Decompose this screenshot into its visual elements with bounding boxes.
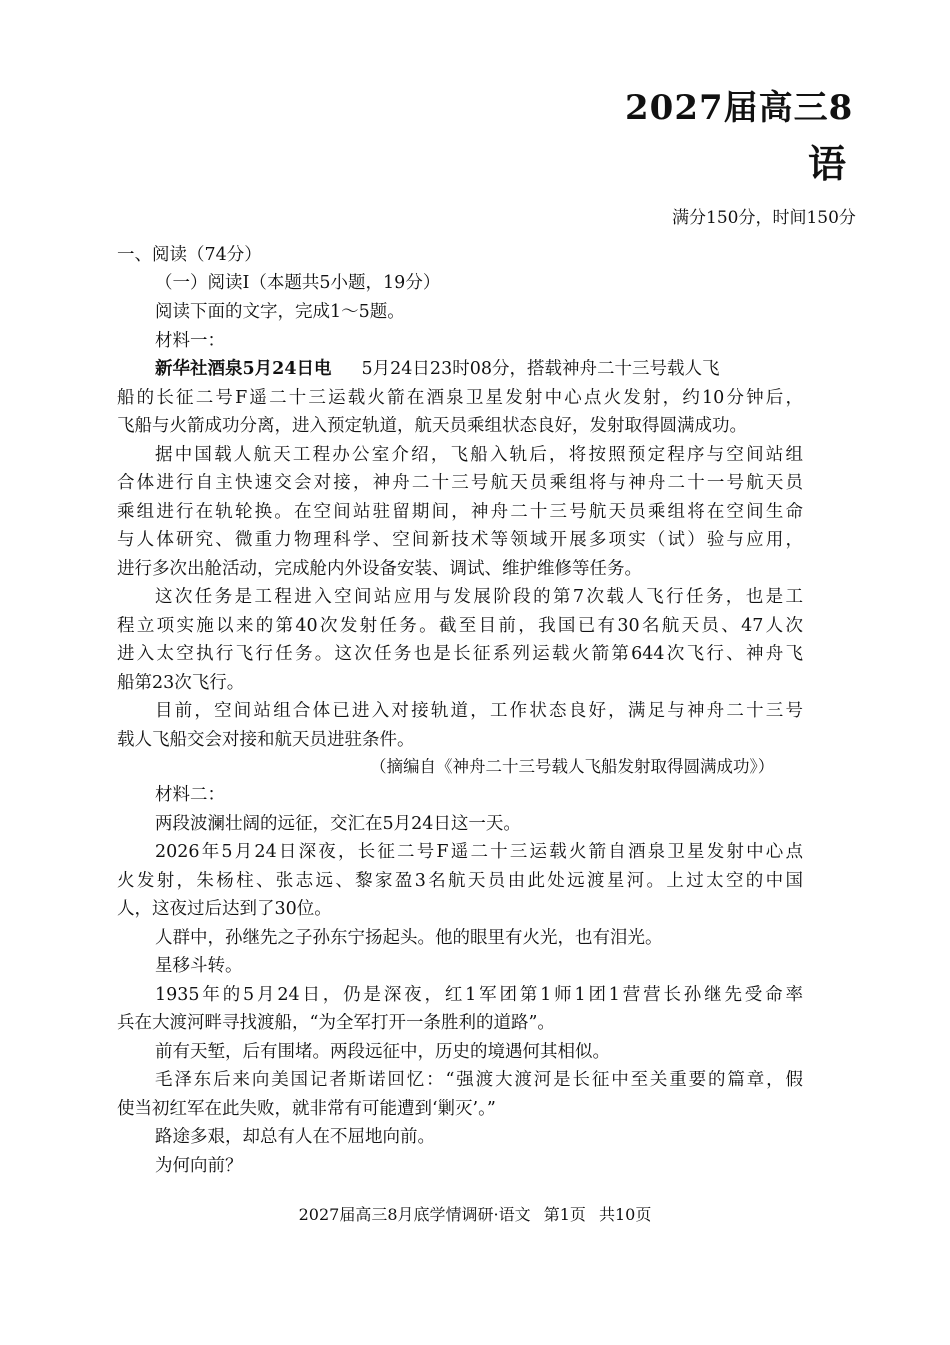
paragraph-line: 人，这夜过后达到了30位。 xyxy=(117,899,332,919)
material1-source: （摘编自《神舟二十三号载人飞船发射取得圆满成功》） xyxy=(370,757,775,776)
paragraph-line: 乘组进行在轨轮换。在空间站驻留期间，神舟二十三号航天员乘组将在空间生命 xyxy=(117,502,803,522)
paragraph-line: 使当初红军在此失败，就非常有可能遭到‘剿灭’。” xyxy=(117,1099,496,1119)
paragraph-line: 与人体研究、微重力物理科学、空间新技术等领域开展多项实（试）验与应用， xyxy=(117,530,803,550)
paragraph-line: 为何向前？ xyxy=(155,1156,243,1176)
paragraph-line: 程立项实施以来的第40次发射任务。截至目前，我国已有30名航天员、47人次 xyxy=(117,616,803,636)
paragraph-line: 载人飞船交会对接和航天员进驻条件。 xyxy=(117,730,415,750)
paragraph-line: 路途多艰，却总有人在不屈地向前。 xyxy=(155,1127,435,1147)
footer-total: 共10页 xyxy=(599,1205,652,1224)
paragraph-line: 1935年的5月24日，仍是深夜，红1军团第1师1团1营营长孙继先受命率 xyxy=(155,985,803,1005)
paragraph-line: 船的长征二号F遥二十三运载火箭在酒泉卫星发射中心点火发射，约10分钟后， xyxy=(117,388,803,408)
material2-label: 材料二： xyxy=(155,785,225,805)
paragraph-line: 两段波澜壮阔的远征，交汇在5月24日这一天。 xyxy=(155,814,521,834)
paragraph-line: 船第23次飞行。 xyxy=(117,673,245,693)
paragraph-line: 人群中，孙继先之子孙东宁扬起头。他的眼里有火光，也有泪光。 xyxy=(155,928,663,948)
exam-info: 满分150分，时间150分 xyxy=(672,208,856,228)
paragraph-line: 进入太空执行飞行任务。这次任务也是长征系列运载火箭第644次飞行、神舟飞 xyxy=(117,644,803,664)
paragraph-line: 兵在大渡河畔寻找渡船，“为全军打开一条胜利的道路”。 xyxy=(117,1013,555,1033)
paragraph-line: 进行多次出舱活动，完成舱内外设备安装、调试、维护维修等任务。 xyxy=(117,559,642,579)
subject-title: 语 xyxy=(808,141,847,186)
material1-label: 材料一： xyxy=(155,331,225,351)
section-heading: 一、阅读（74分） xyxy=(117,245,262,265)
footer-exam: 2027届高三8月底学情调研·语文 xyxy=(298,1205,531,1224)
exam-title: 2027届高三8 xyxy=(625,88,854,128)
paragraph-line: 2026年5月24日深夜，长征二号F遥二十三运载火箭自酒泉卫星发射中心点 xyxy=(155,842,803,862)
paragraph-line: 火发射，朱杨柱、张志远、黎家盈3名航天员由此处远渡星河。上过太空的中国 xyxy=(117,871,803,891)
paragraph-line: 星移斗转。 xyxy=(155,956,243,976)
paragraph-line: 前有天堑，后有围堵。两段远征中，历史的境遇何其相似。 xyxy=(155,1042,610,1062)
dateline: 新华社酒泉5月24日电 xyxy=(155,359,332,379)
material1-first-line xyxy=(155,357,803,381)
paragraph-line: 目前，空间站组合体已进入对接轨道，工作状态良好，满足与神舟二十三号 xyxy=(155,701,803,721)
paragraph-line: 飞船与火箭成功分离，进入预定轨道，航天员乘组状态良好，发射取得圆满成功。 xyxy=(117,416,747,436)
paragraph-line: 这次任务是工程进入空间站应用与发展阶段的第7次载人飞行任务，也是工 xyxy=(155,587,803,607)
paragraph-line: 5月24日23时08分，搭载神舟二十三号载人飞 xyxy=(361,359,720,379)
paragraph-line: 合体进行自主快速交会对接，神舟二十三号航天员乘组将与神舟二十一号航天员 xyxy=(117,473,803,493)
paragraph-line: 据中国载人航天工程办公室介绍，飞船入轨后，将按照预定程序与空间站组 xyxy=(155,445,803,465)
page-footer xyxy=(0,1202,950,1225)
paragraph-line: 毛泽东后来向美国记者斯诺回忆：“强渡大渡河是长征中至关重要的篇章，假 xyxy=(155,1070,803,1090)
instruction: 阅读下面的文字，完成1～5题。 xyxy=(155,302,405,322)
part-heading: （一）阅读Ⅰ（本题共5小题，19分） xyxy=(155,273,441,293)
footer-page: 第1页 xyxy=(543,1205,586,1224)
